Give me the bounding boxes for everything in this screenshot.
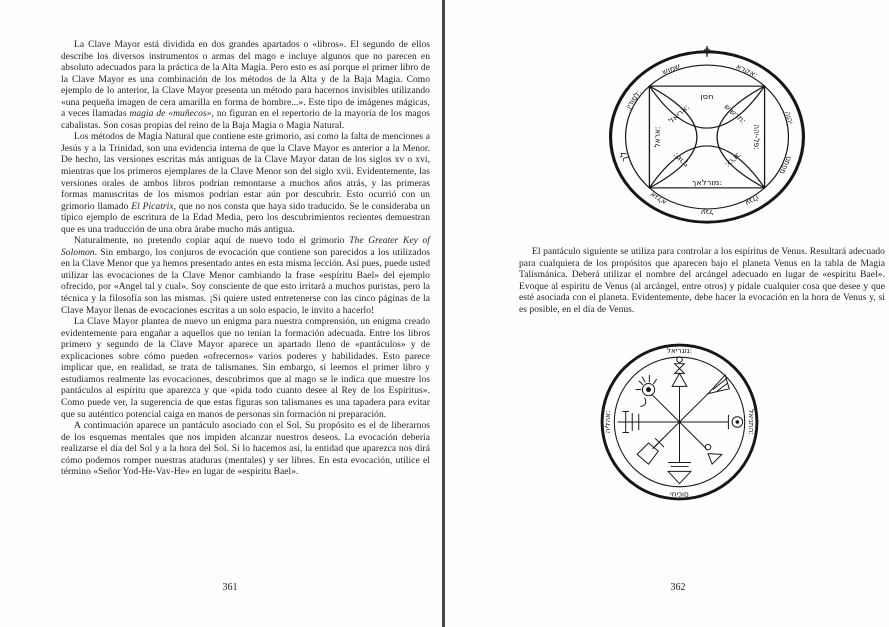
outer-circle — [611, 52, 804, 222]
inner-inscription: חסן — [700, 92, 714, 101]
ring-inscription: לסודין: — [623, 88, 644, 111]
inner-inscription: כרוב: — [722, 151, 744, 170]
spokes — [618, 386, 729, 462]
pentacle-venus-figure — [598, 341, 761, 503]
page-left-text — [61, 40, 430, 479]
ring-inscription: אהליה: — [603, 410, 613, 434]
ring-inscriptions — [618, 62, 796, 217]
page-number-right: 362 — [670, 582, 686, 593]
ring-inscription: אקרא: — [734, 62, 760, 80]
inner-inscription: תרשיש: — [722, 102, 748, 126]
inscribed-square — [649, 86, 764, 188]
cross-finial-icon — [700, 46, 713, 57]
pentacle-sun-figure — [604, 46, 810, 228]
ring-inscription: יהוה — [782, 110, 796, 125]
sigil-south — [668, 463, 691, 484]
ring-inscription: מפתט — [777, 155, 795, 176]
paragraph: La Clave Mayor está dividida en dos grandes apartados o «libros». El segundo de ellos describe los diversos instrumentos o armas del mago e incluye algunos que no parecen en absoluto adecuados para la práctica de la Alta Magia. Pero esto es así porque el primer libro de la Clave Mayor es una combinación de los métodos de la Alta y de la Baja Magia. Como ejemplo de lo anterior, la Clave Mayor presenta un método para hacernos invisibles utilizando «una pequeña imagen de cera amarilla en forma de hombre...». Este tipo de imágenes mágicas, a veces llamadas magia de «muñecos», no figuran en el repertorio de la mayoría de los magos cabalistas. Son cosas propias del reino de la Baja Magia o Magia Natural. — [61, 40, 430, 131]
inner-inscription: אראל: — [652, 126, 663, 148]
ring-inscription: אגלא — [647, 190, 669, 207]
sigil-north — [672, 357, 687, 386]
page-number-left: 361 — [222, 582, 238, 593]
ring-inscription: שמוש — [660, 61, 682, 77]
inner-inscriptions — [653, 92, 761, 186]
inner-inscription: אריאל: — [666, 102, 692, 125]
ring-inscription: נוגריאל: — [666, 346, 693, 356]
paragraph: La Clave Mayor plantea de nuevo un enigma para nuestra comprensión, un enigma creado evidentemente para engañar a aquellos que no tenían la formación adecuada. Entre los libros primero y segundo de la Clave Mayor aparece un apartado lleno de «pantáculos» y de explicaciones sobre cómo pueden «ofrecernos» varios poderes y habilidades. Esto parece implicar que, en realidad, se trata de talismanes. Sin embargo, si leemos el primer libro y estudiamos realmente las evocaciones, descubrimos que al mago se le indica que muestre los pantáculos al espíritu que aparezca y que «pida todo cuanto desee al Rey de los Espíritus». Como puede ver, la sugerencia de que estas figuras son talismanes es una tapadera para evitar que su auténtico potencial caiga en manos de personas sin formación ni preparación. — [61, 317, 430, 420]
paragraph: El pantáculo siguiente se utiliza para controlar a los espíritus de Venus. Resultará adecuado para cualquiera de los propósitos que aparecen bajo el planeta Venus en la tabla de Magia Talismánica. Deberá utilizar el nombre del arcángel adecuado en lugar de «espíritu Bael». Evoque al espíritu de Venus (al arcángel, entre otros) y pídale cualquier cosa que desee y que esté asociada con el planeta. Evidentemente, debe hacer la evocación en la hora de Venus y, si es posible, en el día de Venus. — [519, 247, 885, 315]
cross-pattee-arcs — [649, 86, 764, 188]
paragraph: A continuación aparece un pantáculo asociado con el Sol. Su propósito es el de liberarnos de los esquemas mentales que nos impiden alcanzar nuestros deseos. La evocación debería realizarse el día del Sol y a la hora del Sol. Si lo hacemos así, la entidad que aparezca nos dirá cómo podemos romper nuestras ataduras (mentales) y ser libres. En esta evocación, utilice el término «Señor Yod-He-Vav-He» en lugar de «espíritu Bael». — [61, 421, 430, 478]
sigil-northwest — [635, 375, 656, 407]
sigil-east — [728, 415, 742, 430]
paragraph: Naturalmente, no pretendo copiar aquí de nuevo todo el grimorio The Greater Key of Solomon. Sin embargo, los conjuros de evocación que contiene son parecidos a los utilizados en la Clave Menor que ya hemos presentado antes en esta misma lección. Así pues, puede usted utilizar las evocaciones de la Clave Menor cambiando la frase «espíritu Bael» del ejemplo ofrecido, por «Angel tal y cual». Soy consciente de que esto irritará a muchos puristas, pero la técnica y la filosofía son las mismas. ¡Si quiere usted entretenerse con las cinco páginas de la Clave Mayor llenas de evocaciones escritas a un solo espacio, le invito a hacerlo! — [61, 236, 430, 316]
inner-inscription: מורלאך: — [691, 178, 723, 187]
page-right-text — [519, 247, 885, 316]
ring-inscription: עגל — [700, 207, 714, 217]
inner-inscription: פל-יהה: — [751, 124, 762, 150]
page-divider — [442, 0, 445, 627]
sigil-southwest — [637, 438, 664, 464]
sigil-southeast — [705, 444, 722, 464]
ring-inscription: םוכיחי — [670, 489, 689, 499]
ring-inscription: לך — [617, 150, 632, 163]
ring-inscription: עגלו — [743, 193, 761, 208]
paragraph: Los métodos de Magia Natural que contiene este grimorio, así como la falta de menciones a Jesús y a la Trinidad, son una evidencia interna de que la Clave Mayor es anterior a la Menor. De hecho, las versiones escritas más antiguas de la Clave Mayor datan de los siglos xv o xvi, mientras que los primeros ejemplares de la Clave Menor son del siglo xvii. Evidentemente, las versiones orales de ambos libros podrían remontarse a muchos años atrás, y las primeras formas manuscritas de los mismos podrían estar aún por descubrir. Esto ocurrió con un grimorio llamado El Picatrix, que no nos consta que haya sido traducido. Se le consideraba un típico ejemplo de escritura de la Edad Media, pero los descubrimientos recientes demuestran que es una traducción de una obra árabe mucho más antigua. — [61, 132, 430, 235]
sigil-northeast — [708, 375, 729, 394]
inner-inscription: שרף: — [670, 151, 691, 169]
ring-inscription: התניאל: — [746, 409, 756, 435]
